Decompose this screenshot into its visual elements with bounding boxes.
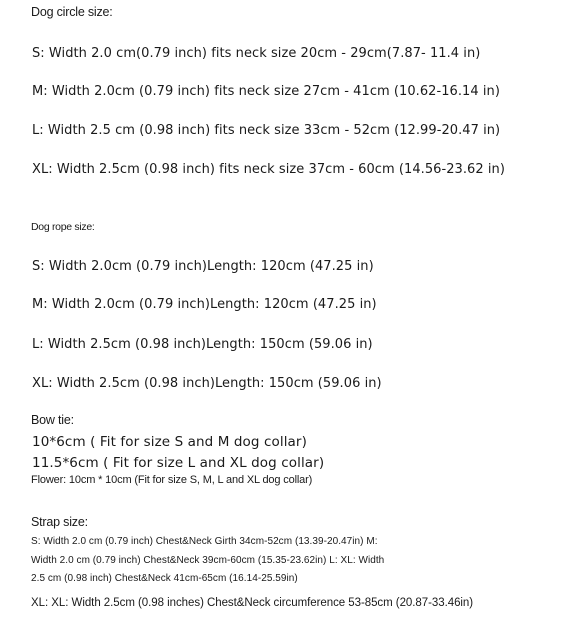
flower-size-line: Flower: 10cm * 10cm (Fit for size S, M, L and XL dog collar): [31, 474, 313, 486]
circle-size-row-m: M: Width 2.0cm (0.79 inch) fits neck size 27cm - 41cm (10.62-16.14 in): [32, 84, 500, 99]
rope-size-row-l: L: Width 2.5cm (0.98 inch)Length: 150cm (59.06 in): [32, 337, 373, 352]
strap-size-heading: Strap size:: [31, 515, 88, 529]
circle-size-row-xl: XL: Width 2.5cm (0.98 inch) fits neck size 37cm - 60cm (14.56-23.62 in): [32, 162, 505, 177]
rope-size-row-xl: XL: Width 2.5cm (0.98 inch)Length: 150cm (59.06 in): [32, 376, 382, 391]
strap-size-line-1: S: Width 2.0 cm (0.79 inch) Chest&Neck Girth 34cm-52cm (13.39-20.47in) M:: [31, 536, 378, 547]
circle-size-row-l: L: Width 2.5 cm (0.98 inch) fits neck size 33cm - 52cm (12.99-20.47 in): [32, 123, 501, 138]
rope-size-row-s: S: Width 2.0cm (0.79 inch)Length: 120cm (47.25 in): [32, 259, 374, 274]
bow-tie-line-small: 10*6cm ( Fit for size S and M dog collar): [32, 434, 307, 450]
rope-size-row-m: M: Width 2.0cm (0.79 inch)Length: 120cm (47.25 in): [32, 297, 377, 312]
bow-tie-line-large: 11.5*6cm ( Fit for size L and XL dog collar): [32, 455, 325, 471]
circle-size-row-s: S: Width 2.0 cm(0.79 inch) fits neck size 20cm - 29cm(7.87- 11.4 in): [32, 46, 481, 61]
circle-size-heading: Dog circle size:: [31, 5, 113, 19]
strap-size-line-3: 2.5 cm (0.98 inch) Chest&Neck 41cm-65cm (16.14-25.59in): [31, 573, 298, 584]
rope-size-heading: Dog rope size:: [31, 221, 95, 233]
strap-size-line-xl: XL: XL: Width 2.5cm (0.98 inches) Chest&Neck circumference 53-85cm (20.87-33.46in): [31, 597, 474, 609]
bow-tie-heading: Bow tie:: [31, 413, 74, 427]
strap-size-line-2: Width 2.0 cm (0.79 inch) Chest&Neck 39cm-60cm (15.35-23.62in) L: XL: Width: [31, 555, 385, 566]
